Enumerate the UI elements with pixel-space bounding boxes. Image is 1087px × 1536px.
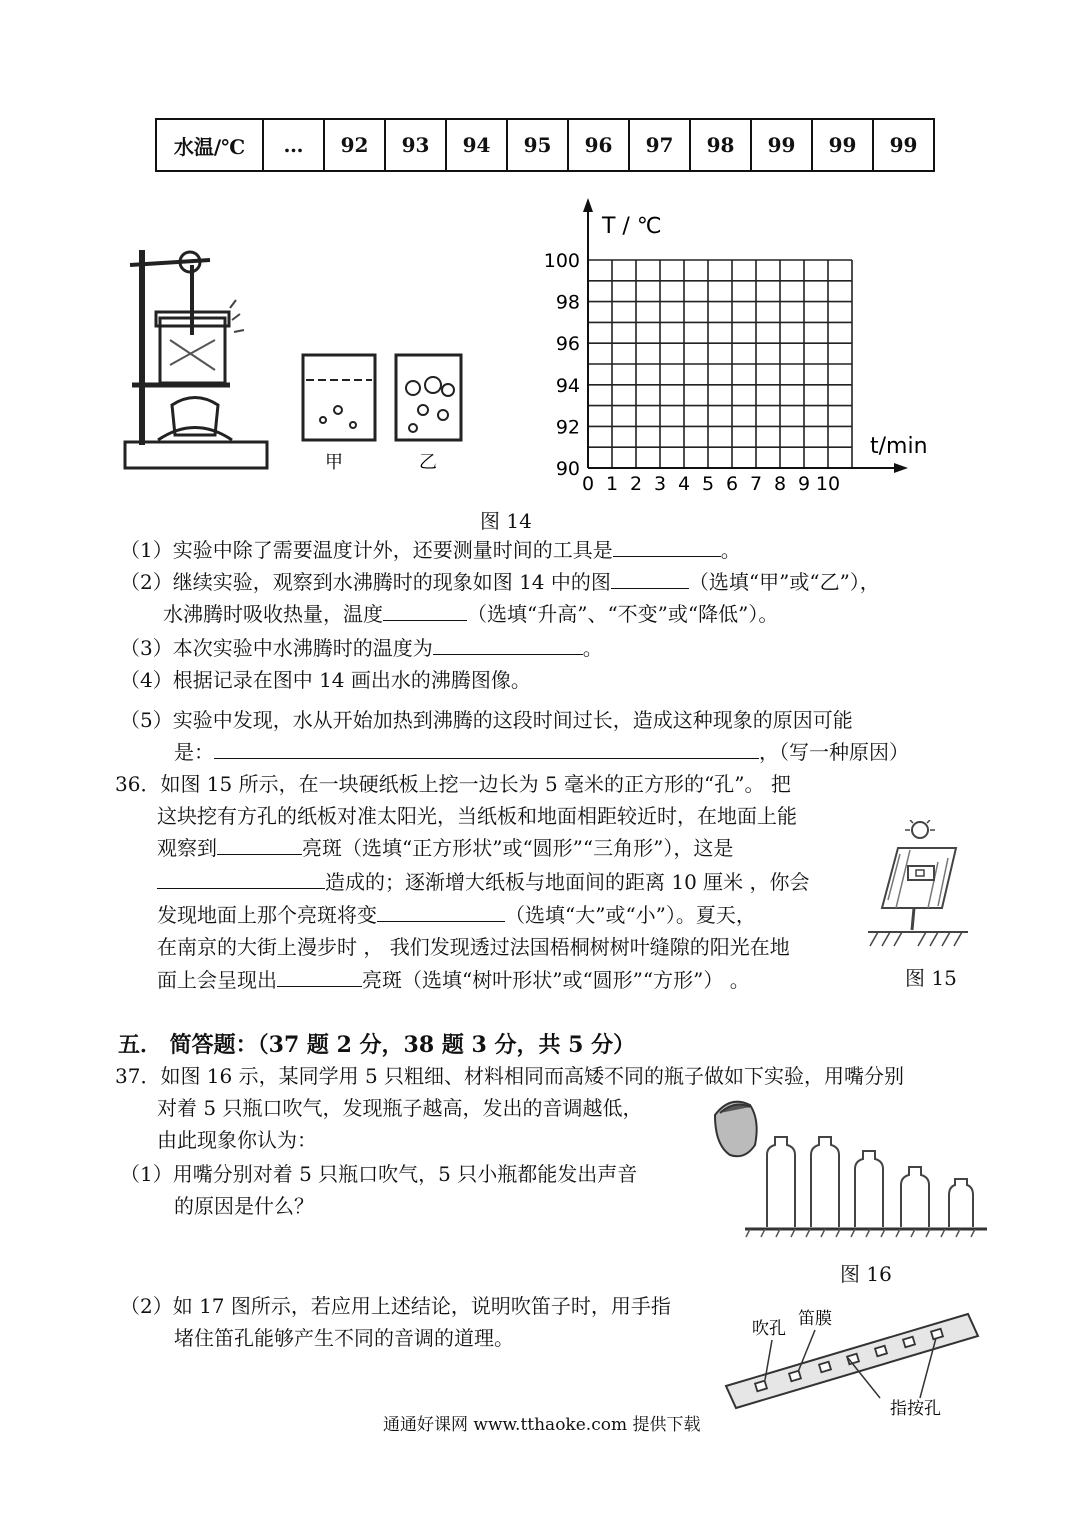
y-axis-label: T / ℃: [602, 214, 662, 239]
answer-blank[interactable]: [613, 534, 721, 557]
q35-part2: （2）继续实验，观察到水沸腾时的现象如图 14 中的图 （选填“甲”或“乙”），: [120, 566, 880, 598]
flute-membrane-label: 笛膜: [798, 1309, 832, 1329]
x-tick-label: 1: [605, 473, 619, 495]
figure-16-caption: 图 16: [840, 1262, 892, 1286]
table-row: [156, 119, 934, 171]
table-cell: 94: [446, 119, 507, 171]
q37-line1: 37．如图 16 示，某同学用 5 只粗细、材料相同而高矮不同的瓶子做如下实验，用嘴分别: [115, 1064, 905, 1088]
q35-part5: （5）实验中发现，水从开始加热到沸腾的这段时间过长，造成这种现象的原因可能: [120, 708, 853, 732]
table-cell: 99: [812, 119, 873, 171]
pinhole-figure: [868, 820, 968, 960]
section-5-title: 五． 简答题：（37 题 2 分，38 题 3 分，共 5 分）: [118, 1032, 636, 1058]
table-cell: …: [263, 119, 324, 171]
q37-line3: 由此现象你认为：: [157, 1128, 317, 1152]
table-cell: 97: [629, 119, 690, 171]
q35-part1: （1）实验中除了需要温度计外，还要测量时间的工具是 。: [120, 534, 741, 566]
x-tick-label: 5: [701, 473, 715, 495]
q36-line4: 造成的；逐渐增大纸板与地面间的距离 10 厘米 ，你会: [157, 866, 810, 898]
x-axis-label: t/min: [870, 434, 928, 459]
table-header-cell: 水温/℃: [156, 119, 263, 171]
q35-part5-line2: 是： ，（写一种原因）: [174, 736, 909, 768]
y-tick-label: 90: [555, 458, 580, 480]
x-tick-label: 4: [677, 473, 691, 495]
q36-line2: 这块挖有方孔的纸板对准太阳光，当纸板和地面相距较近时，在地面上能: [157, 804, 797, 828]
x-tick-label: 3: [653, 473, 667, 495]
y-tick-label: 94: [555, 374, 580, 397]
table-cell: 99: [751, 119, 812, 171]
answer-blank[interactable]: [611, 566, 689, 589]
y-tick-label: 98: [555, 291, 580, 314]
answer-blank[interactable]: [277, 964, 362, 987]
answer-blank[interactable]: [377, 899, 505, 922]
x-tick-label: 10: [815, 473, 841, 495]
beaker-label-jia: 甲: [325, 452, 343, 473]
x-tick-label: 2: [629, 473, 643, 495]
table-cell: 95: [507, 119, 568, 171]
q35-part3: （3）本次实验中水沸腾时的温度为 。: [120, 632, 603, 664]
x-tick-label: 6: [725, 473, 739, 495]
q37-part2-line2: 堵住笛孔能够产生不同的音调的道理。: [174, 1326, 514, 1350]
graph-grid: [588, 260, 852, 468]
q37-part1: （1）用嘴分别对着 5 只瓶口吹气，5 只小瓶都能发出声音: [120, 1162, 638, 1186]
q37-part2: （2）如 17 图所示，若应用上述结论，说明吹笛子时，用手指: [120, 1294, 671, 1318]
temperature-table: [155, 118, 935, 172]
answer-blank[interactable]: [157, 866, 325, 889]
table-cell: 93: [385, 119, 446, 171]
figure-14-caption: 图 14: [480, 509, 532, 533]
x-tick-label: 8: [773, 473, 787, 495]
table-cell: 98: [690, 119, 751, 171]
figure-15-caption: 图 15: [905, 966, 957, 990]
y-tick-label: 96: [555, 333, 580, 356]
answer-blank[interactable]: [214, 736, 759, 759]
x-tick-label: 0: [581, 473, 595, 495]
q37-line2: 对着 5 只瓶口吹气，发现瓶子越高，发出的音调越低，: [157, 1096, 643, 1120]
sun-icon: [912, 822, 928, 838]
q36-line1: 36．如图 15 所示，在一块硬纸板上挖一边长为 5 毫米的正方形的“孔”。 把: [115, 772, 791, 796]
flute-figure: [720, 1300, 985, 1430]
person-head-icon: [715, 1102, 757, 1157]
page-footer: 通通好课网 www.tthaoke.com 提供下载: [383, 1415, 701, 1435]
boiling-apparatus-figure: [120, 240, 280, 475]
answer-blank[interactable]: [383, 598, 467, 621]
q36-line3: 观察到 亮斑（选填“正方形状”或“圆形”“三角形”），这是: [157, 832, 733, 864]
table-cell: 96: [568, 119, 629, 171]
bottles-figure: [705, 1095, 990, 1243]
q37-part1-line2: 的原因是什么？: [174, 1194, 314, 1218]
q36-line7: 面上会呈现出 亮斑（选填“树叶形状”或“圆形”“方形”） 。: [157, 964, 750, 996]
flute-finger-hole-label: 指按孔: [890, 1399, 941, 1419]
y-tick-label: 92: [555, 416, 580, 439]
q36-line6: 在南京的大街上漫步时 ， 我们发现透过法国梧桐树树叶缝隙的阳光在地: [157, 935, 790, 959]
q35-part4: （4）根据记录在图中 14 画出水的沸腾图像。: [120, 668, 531, 692]
temperature-time-graph: [540, 198, 950, 500]
table-cell: 99: [873, 119, 934, 171]
x-tick-label: 7: [749, 473, 763, 495]
q36-line5: 发现地面上那个亮斑将变 （选填“大”或“小”）。夏天，: [157, 899, 756, 931]
x-tick-label: 9: [797, 473, 811, 495]
beaker-label-yi: 乙: [419, 452, 437, 473]
answer-blank[interactable]: [217, 832, 302, 855]
q35-part2-line2: 水沸腾时吸收热量，温度 （选填“升高”、“不变”或“降低”）。: [163, 598, 778, 630]
y-tick-label: 100: [543, 250, 580, 272]
answer-blank[interactable]: [433, 632, 583, 655]
flute-blow-hole-label: 吹孔: [752, 1319, 786, 1339]
beakers-figure: [298, 350, 463, 475]
table-cell: 92: [324, 119, 385, 171]
